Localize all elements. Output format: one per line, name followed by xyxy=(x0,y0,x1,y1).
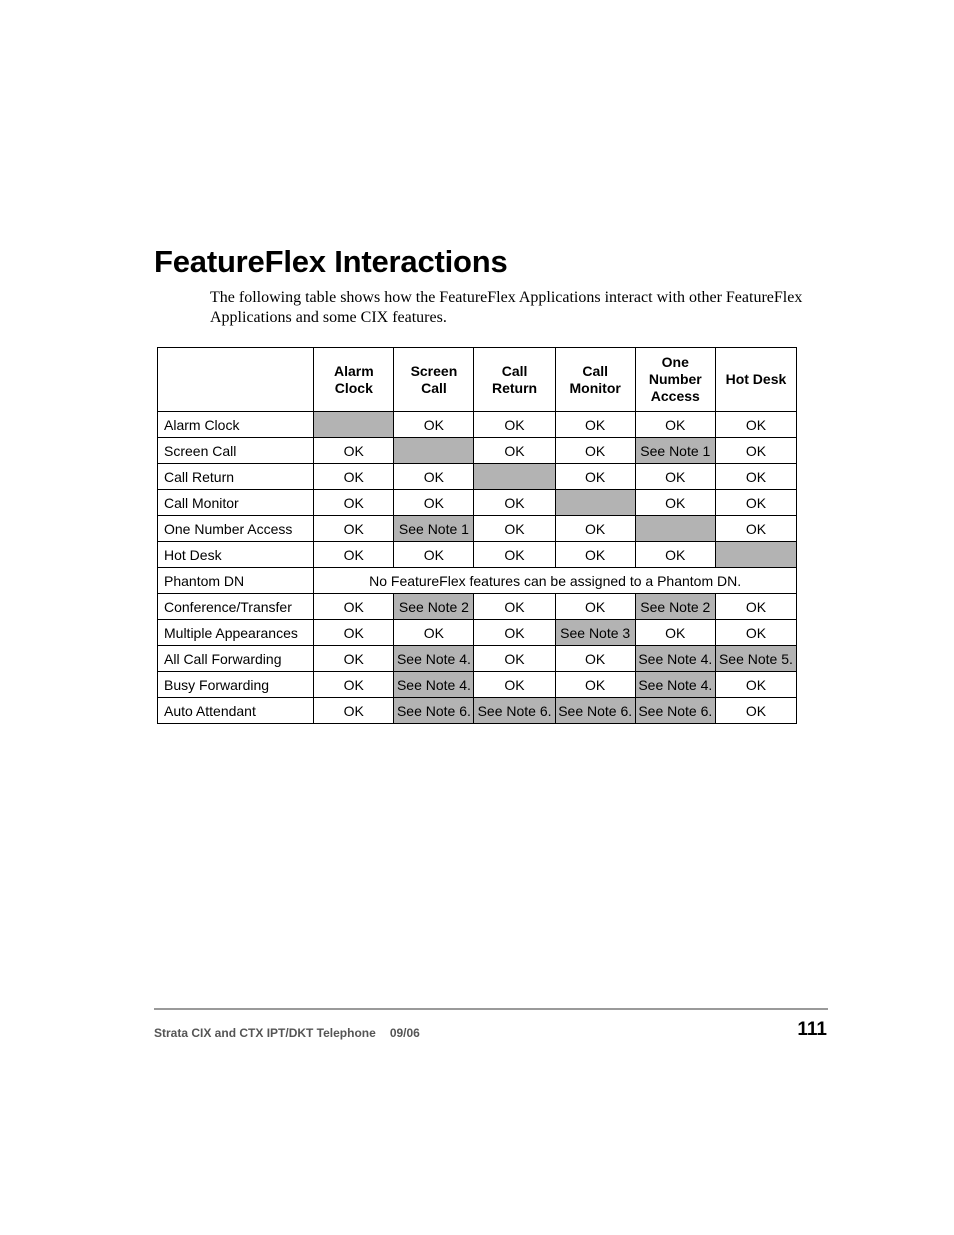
table-cell: OK xyxy=(635,464,715,490)
corner-header-cell xyxy=(158,348,314,412)
table-cell: OK xyxy=(715,594,796,620)
table-row xyxy=(158,490,797,516)
table-row xyxy=(158,568,797,594)
table-cell: OK xyxy=(394,412,474,438)
table-cell xyxy=(474,464,555,490)
column-header-line: Alarm xyxy=(333,362,374,379)
row-label: Alarm Clock xyxy=(158,412,314,438)
table-cell: See Note 6. xyxy=(555,698,635,724)
row-label: Conference/Transfer xyxy=(158,594,314,620)
table-cell: OK xyxy=(394,490,474,516)
column-header xyxy=(474,348,555,412)
footer-rule xyxy=(154,1008,828,1010)
table-cell: OK xyxy=(555,672,635,698)
table-cell: See Note 3 xyxy=(555,620,635,646)
row-note-cell: No FeatureFlex features can be assigned to a Phantom DN. xyxy=(314,568,797,594)
row-label: Multiple Appearances xyxy=(158,620,314,646)
table-cell: See Note 5. xyxy=(715,646,796,672)
column-header-line: Call xyxy=(421,379,447,396)
page-number: 111 xyxy=(797,1019,827,1040)
table-cell: OK xyxy=(474,594,555,620)
table-cell: OK xyxy=(635,542,715,568)
table-cell: OK xyxy=(314,490,394,516)
table-cell: See Note 1 xyxy=(635,438,715,464)
table-cell: See Note 4. xyxy=(635,672,715,698)
table-cell: OK xyxy=(314,516,394,542)
column-header-line: Call xyxy=(582,362,609,379)
column-header-line: Number xyxy=(648,371,702,387)
row-label: Phantom DN xyxy=(158,568,314,594)
table-cell: OK xyxy=(394,464,474,490)
table-cell: OK xyxy=(394,620,474,646)
table-cell: OK xyxy=(715,490,796,516)
table-cell: OK xyxy=(555,412,635,438)
column-header-line: Monitor xyxy=(569,379,621,396)
table-cell xyxy=(555,490,635,516)
table-cell: OK xyxy=(715,438,796,464)
table-cell: See Note 4. xyxy=(394,672,474,698)
intro-paragraph: The following table shows how the FeatureFlex Applications interact with other FeatureFlex Applications and some CIX features. xyxy=(210,289,803,326)
interactions-table xyxy=(157,347,797,724)
table-cell: OK xyxy=(474,646,555,672)
table-cell: See Note 1 xyxy=(394,516,474,542)
table-cell: OK xyxy=(314,438,394,464)
table-cell: OK xyxy=(394,542,474,568)
table-cell: See Note 6. xyxy=(474,698,555,724)
table-cell: See Note 2 xyxy=(635,594,715,620)
table-cell: OK xyxy=(715,672,796,698)
column-header-line: Screen xyxy=(410,362,458,379)
table-cell xyxy=(314,412,394,438)
table-row xyxy=(158,438,797,464)
table-cell: See Note 4. xyxy=(394,646,474,672)
table-cell: OK xyxy=(715,412,796,438)
column-header-line: Clock xyxy=(334,379,373,396)
table-cell: See Note 4. xyxy=(635,646,715,672)
footer-doc-info xyxy=(154,1026,420,1040)
column-header xyxy=(635,348,715,412)
table-cell: OK xyxy=(635,490,715,516)
table-cell: See Note 6. xyxy=(635,698,715,724)
row-label: All Call Forwarding xyxy=(158,646,314,672)
table-cell: OK xyxy=(474,672,555,698)
table-row xyxy=(158,672,797,698)
footer-doc-title: Strata CIX and CTX IPT/DKT Telephone xyxy=(154,1026,376,1040)
table-cell: OK xyxy=(314,620,394,646)
row-label: Busy Forwarding xyxy=(158,672,314,698)
column-header-line: Call xyxy=(501,362,528,379)
table-cell: OK xyxy=(314,464,394,490)
table-cell: See Note 6. xyxy=(394,698,474,724)
table-cell: OK xyxy=(555,594,635,620)
table-cell: OK xyxy=(555,438,635,464)
row-label: Call Monitor xyxy=(158,490,314,516)
row-label: Auto Attendant xyxy=(158,698,314,724)
table-cell: OK xyxy=(474,620,555,646)
table-cell: OK xyxy=(715,464,796,490)
footer-date: 09/06 xyxy=(389,1026,420,1040)
table-cell: OK xyxy=(715,698,796,724)
table-cell: OK xyxy=(314,672,394,698)
column-header-line: One xyxy=(661,354,689,370)
table-row xyxy=(158,542,797,568)
table-header-row xyxy=(158,348,797,412)
row-label: One Number Access xyxy=(158,516,314,542)
table-row xyxy=(158,516,797,542)
table-cell: OK xyxy=(555,646,635,672)
row-label: Call Return xyxy=(158,464,314,490)
table-cell: OK xyxy=(474,516,555,542)
table-cell: OK xyxy=(555,464,635,490)
column-header-line: Access xyxy=(650,388,700,404)
table-cell: OK xyxy=(715,516,796,542)
table-body xyxy=(158,412,797,724)
table-cell: OK xyxy=(474,542,555,568)
table-row xyxy=(158,412,797,438)
row-label: Screen Call xyxy=(158,438,314,464)
row-label: Hot Desk xyxy=(158,542,314,568)
table-cell: OK xyxy=(314,646,394,672)
column-header xyxy=(555,348,635,412)
table-cell: OK xyxy=(635,620,715,646)
column-header xyxy=(314,348,394,412)
table-cell: OK xyxy=(555,516,635,542)
table-cell xyxy=(715,542,796,568)
table-row xyxy=(158,646,797,672)
column-header-line: Return xyxy=(491,379,538,396)
table-cell: OK xyxy=(474,438,555,464)
table-row xyxy=(158,464,797,490)
table-cell: OK xyxy=(474,412,555,438)
table-cell: OK xyxy=(715,620,796,646)
page-title: FeatureFlex Interactions xyxy=(154,244,508,279)
table-cell: OK xyxy=(474,490,555,516)
column-header-line: Hot Desk xyxy=(725,371,787,387)
table-cell: OK xyxy=(314,698,394,724)
table-cell xyxy=(635,516,715,542)
table-cell: See Note 2 xyxy=(394,594,474,620)
column-header xyxy=(394,348,474,412)
table-row xyxy=(158,594,797,620)
table-cell: OK xyxy=(314,594,394,620)
table-cell: OK xyxy=(314,542,394,568)
column-header xyxy=(715,348,796,412)
table-row xyxy=(158,698,797,724)
table-cell xyxy=(394,438,474,464)
table-cell: OK xyxy=(555,542,635,568)
table-row xyxy=(158,620,797,646)
table-cell: OK xyxy=(635,412,715,438)
